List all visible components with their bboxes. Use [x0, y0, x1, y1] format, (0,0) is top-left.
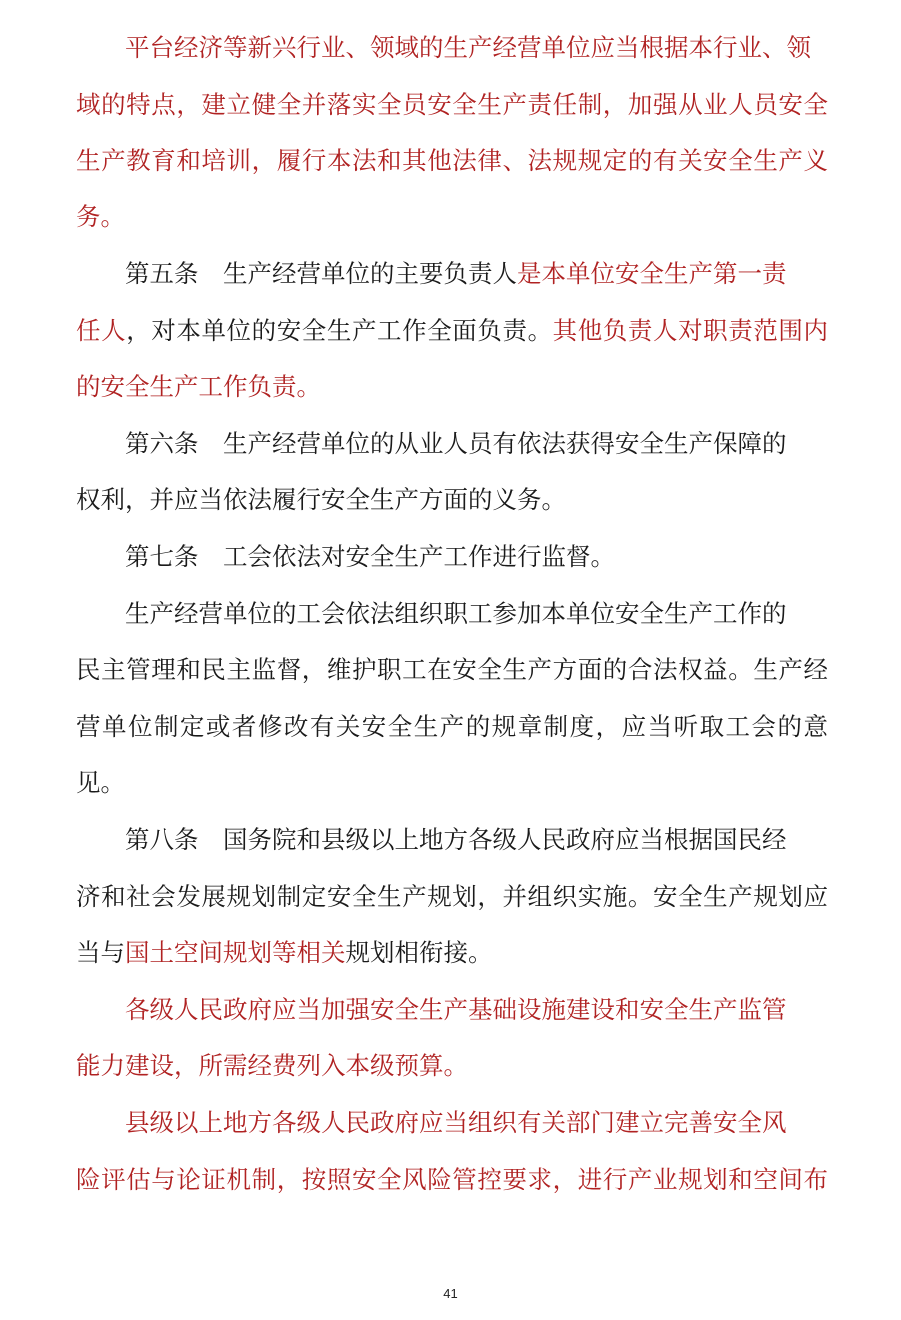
text-line	[76, 1046, 828, 1086]
text-line	[125, 990, 828, 1030]
text-line	[76, 877, 828, 917]
text-line	[125, 820, 828, 860]
text-segment: 是本单位安全生产第一责	[517, 259, 787, 288]
text-line	[76, 650, 828, 690]
text-line	[76, 933, 828, 973]
text-line	[76, 311, 828, 351]
text-segment: 的安全生产工作负责。	[76, 372, 321, 401]
page-number: 41	[443, 1286, 458, 1301]
text-segment: 平台经济等新兴行业、领域的生产经营单位应当根据本行业、领	[125, 33, 811, 62]
text-segment: 生产教育和培训，履行本法和其他法律、法规规定的有关安全生产义	[76, 146, 828, 175]
text-segment: 营单位制定或者修改有关安全生产的规章制度，应当听取工会的意	[76, 712, 828, 741]
text-line	[125, 254, 828, 294]
text-segment: 第五条 生产经营单位的主要负责人	[125, 259, 517, 288]
text-segment: 第七条 工会依法对安全生产工作进行监督。	[125, 542, 615, 571]
text-segment: 务。	[76, 202, 125, 231]
text-segment: 国土空间规划等相关	[125, 938, 346, 967]
text-line	[76, 763, 828, 803]
text-segment: 权利，并应当依法履行安全生产方面的义务。	[76, 485, 566, 514]
text-line	[76, 197, 828, 237]
text-segment: 见。	[76, 768, 125, 797]
text-segment: 险评估与论证机制，按照安全风险管控要求，进行产业规划和空间布	[76, 1165, 828, 1194]
text-segment: 民主管理和民主监督，维护职工在安全生产方面的合法权益。生产经	[76, 655, 828, 684]
text-segment: 济和社会发展规划制定安全生产规划，并组织实施。安全生产规划应	[76, 882, 828, 911]
text-segment: 规划相衔接。	[345, 938, 493, 967]
text-line	[125, 594, 828, 634]
text-segment: 各级人民政府应当加强安全生产基础设施建设和安全生产监管	[125, 995, 787, 1024]
text-segment: 第六条 生产经营单位的从业人员有依法获得安全生产保障的	[125, 429, 787, 458]
text-segment: 第八条 国务院和县级以上地方各级人民政府应当根据国民经	[125, 825, 787, 854]
text-segment: 其他负责人对职责范围内	[552, 316, 828, 345]
text-line	[125, 28, 828, 68]
text-segment: 县级以上地方各级人民政府应当组织有关部门建立完善安全风	[125, 1108, 787, 1137]
text-line	[76, 85, 828, 125]
text-segment: 域的特点，建立健全并落实全员安全生产责任制，加强从业人员安全	[76, 90, 828, 119]
text-segment: ，对本单位的安全生产工作全面负责。	[126, 316, 553, 345]
text-segment: 当与	[76, 938, 125, 967]
text-line	[76, 1160, 828, 1200]
text-line	[76, 707, 828, 747]
text-segment: 生产经营单位的工会依法组织职工参加本单位安全生产工作的	[125, 599, 787, 628]
text-line	[76, 367, 828, 407]
text-line	[125, 424, 828, 464]
text-line	[76, 141, 828, 181]
text-segment: 能力建设，所需经费列入本级预算。	[76, 1051, 468, 1080]
text-line	[125, 1103, 828, 1143]
text-segment: 任人	[76, 316, 127, 345]
text-line	[125, 537, 828, 577]
text-line	[76, 480, 828, 520]
